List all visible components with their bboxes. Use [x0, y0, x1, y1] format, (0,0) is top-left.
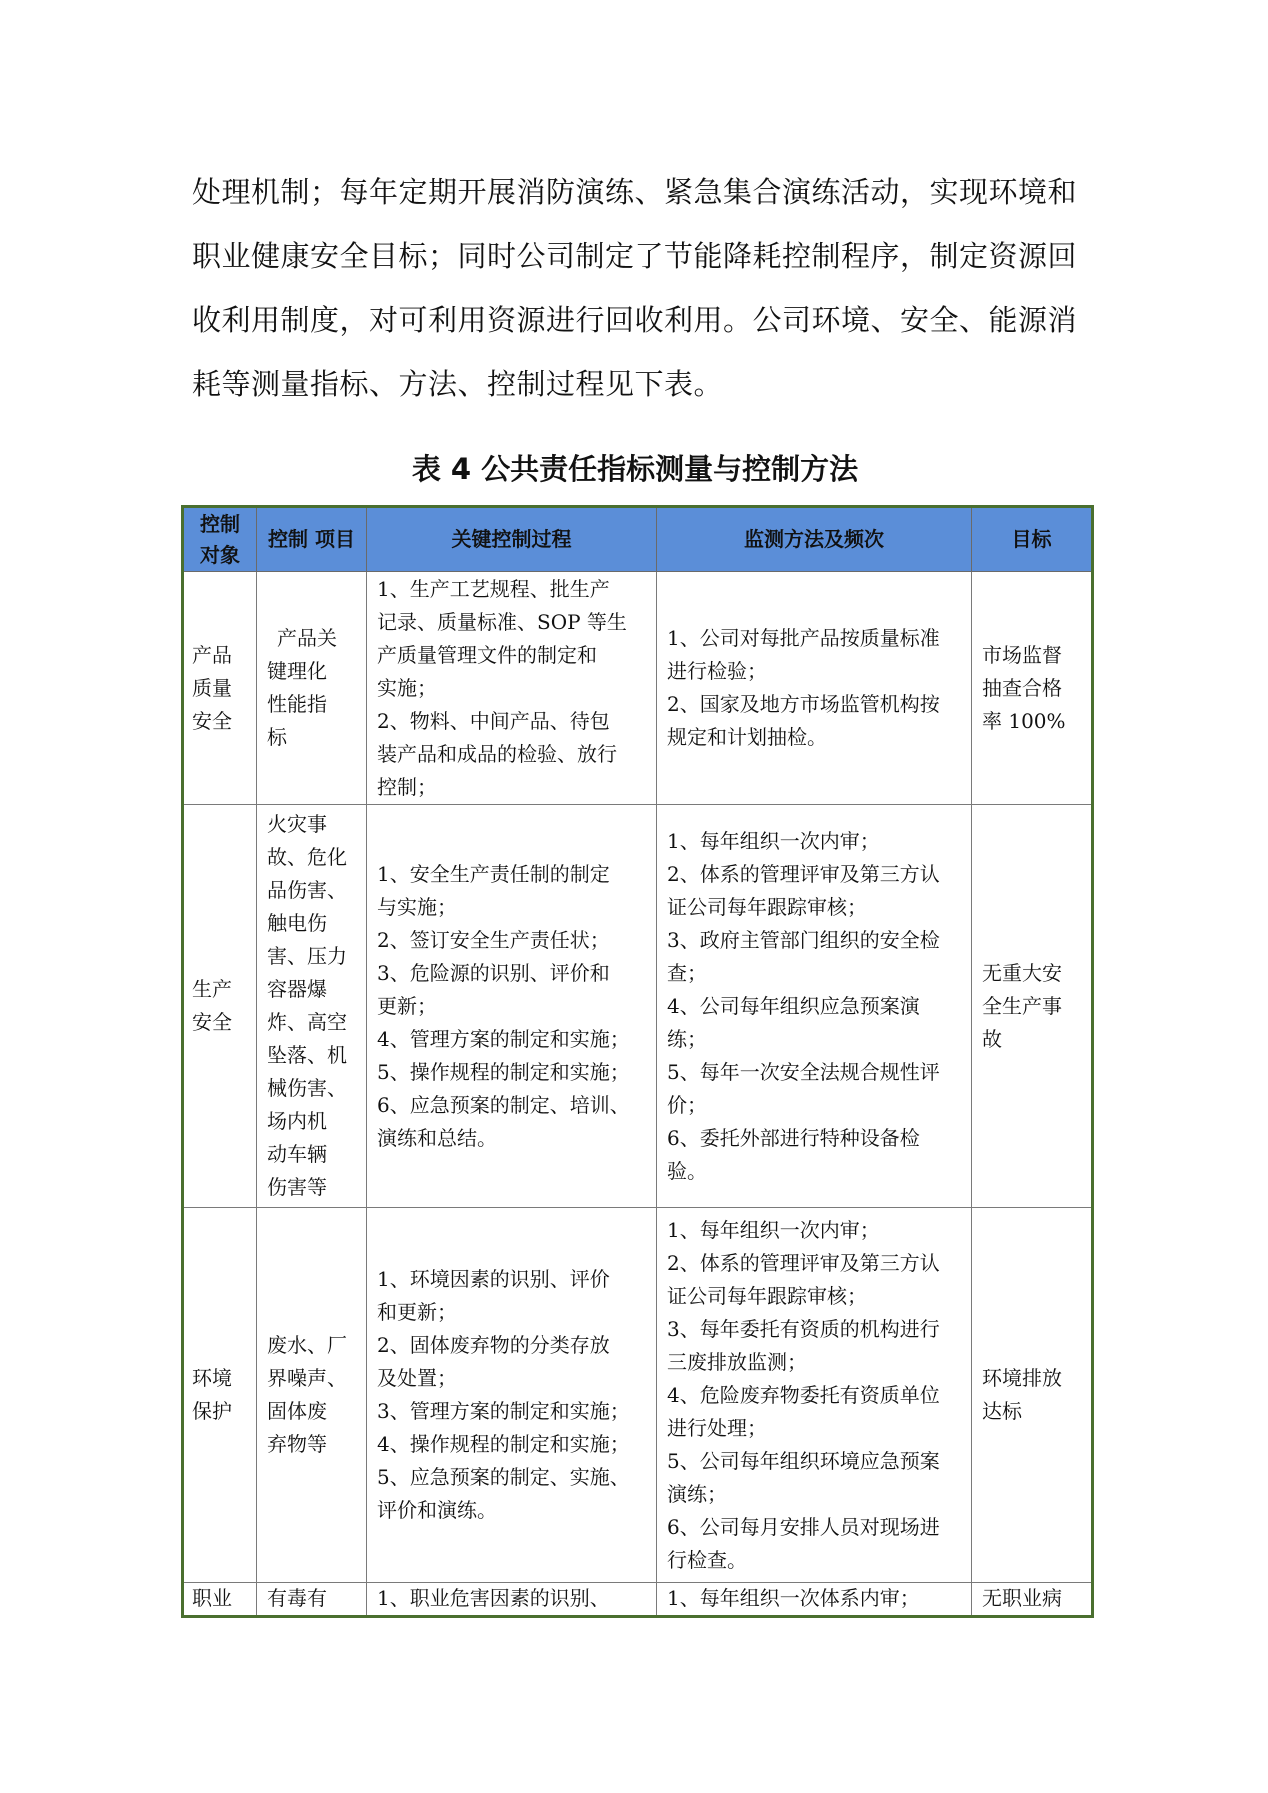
table-row: [183, 572, 1093, 805]
header-control-item: 控制 项目: [257, 507, 367, 572]
header-control-object: 控制 对象: [183, 507, 257, 572]
cell-target: 市场监督 抽查合格 率 100%: [972, 572, 1093, 805]
cell-item: 废水、厂 界噪声、 固体废 弃物等: [257, 1208, 367, 1583]
header-key-process: 关键控制过程: [367, 507, 657, 572]
cell-target: 环境排放 达标: [972, 1208, 1093, 1583]
table-row: [183, 1583, 1093, 1617]
table-row: [183, 1208, 1093, 1583]
cell-target: 无重大安 全生产事 故: [972, 805, 1093, 1208]
cell-process: 1、职业危害因素的识别、: [367, 1583, 657, 1617]
cell-item: 火灾事 故、危化 品伤害、 触电伤 害、压力 容器爆 炸、高空 坠落、机 械伤害、 场内机 动车辆 伤害等: [257, 805, 367, 1208]
paragraph-line: 收利用制度，对可利用资源进行回收利用。公司环境、安全、能源消: [192, 303, 1078, 337]
cell-monitor: 1、公司对每批产品按质量标准 进行检验； 2、国家及地方市场监管机构按 规定和计划抽检。: [657, 572, 972, 805]
cell-monitor: 1、每年组织一次内审； 2、体系的管理评审及第三方认 证公司每年跟踪审核； 3、政府主管部门组织的安全检 查； 4、公司每年组织应急预案演 练； 5、每年一次安全法规合规性评 价； 6、委托外部进行特种设备检 验。: [657, 805, 972, 1208]
cell-item: 产品关 键理化 性能指 标: [257, 572, 367, 805]
header-target: 目标: [972, 507, 1093, 572]
cell-target: 无职业病: [972, 1583, 1093, 1617]
cell-item: 有毒有: [257, 1583, 367, 1617]
cell-process: 1、生产工艺规程、批生产 记录、质量标准、SOP 等生 产质量管理文件的制定和 实施； 2、物料、中间产品、待包 装产品和成品的检验、放行 控制；: [367, 572, 657, 805]
cell-monitor: 1、每年组织一次体系内审；: [657, 1583, 972, 1617]
cell-process: 1、安全生产责任制的制定 与实施； 2、签订安全生产责任状； 3、危险源的识别、评价和 更新； 4、管理方案的制定和实施； 5、操作规程的制定和实施； 6、应急预案的制定、培训、 演练和总结。: [367, 805, 657, 1208]
body-paragraph: [192, 160, 1082, 416]
table-row: [183, 805, 1093, 1208]
table-header-row: [183, 507, 1093, 572]
paragraph-line: 处理机制；每年定期开展消防演练、紧急集合演练活动，实现环境和: [192, 175, 1078, 209]
cell-process: 1、环境因素的识别、评价 和更新； 2、固体废弃物的分类存放 及处置； 3、管理方案的制定和实施； 4、操作规程的制定和实施； 5、应急预案的制定、实施、 评价和演练。: [367, 1208, 657, 1583]
paragraph-line: 职业健康安全目标；同时公司制定了节能降耗控制程序，制定资源回: [192, 239, 1078, 273]
cell-object: 环境 保护: [183, 1208, 257, 1583]
table-caption: 表 4 公共责任指标测量与控制方法: [411, 452, 859, 486]
cell-object: 产品 质量 安全: [183, 572, 257, 805]
responsibility-table: [181, 505, 1094, 1618]
cell-object: 生产 安全: [183, 805, 257, 1208]
paragraph-line: 耗等测量指标、方法、控制过程见下表。: [192, 367, 724, 401]
header-monitoring-method: 监测方法及频次: [657, 507, 972, 572]
cell-monitor: 1、每年组织一次内审； 2、体系的管理评审及第三方认 证公司每年跟踪审核； 3、每年委托有资质的机构进行 三废排放监测； 4、危险废弃物委托有资质单位 进行处理； 5、公司每年组织环境应急预案 演练； 6、公司每月安排人员对现场进 行检查。: [657, 1208, 972, 1583]
cell-object: 职业: [183, 1583, 257, 1617]
